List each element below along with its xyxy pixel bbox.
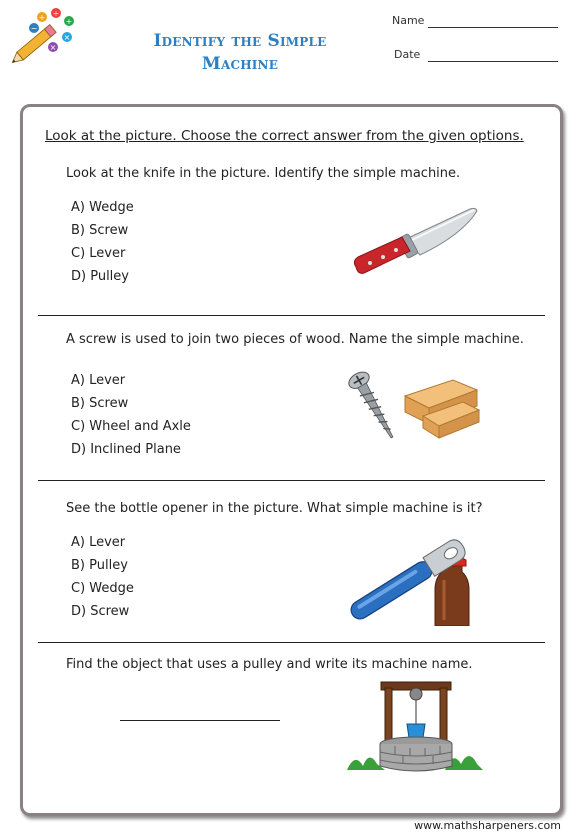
footer-url[interactable]: www.mathsharpeners.com xyxy=(414,819,561,832)
q3-option-b[interactable]: B) Pulley xyxy=(71,558,128,573)
question-4-text: Find the object that uses a pulley and write its machine name. xyxy=(66,657,473,672)
date-field[interactable] xyxy=(428,61,558,62)
title-line-2: Machine xyxy=(201,54,279,74)
instruction-text: Look at the picture. Choose the correct answer from the given options. xyxy=(45,128,524,144)
page-title xyxy=(120,30,360,76)
q3-option-c[interactable]: C) Wedge xyxy=(71,581,134,596)
date-label: Date xyxy=(394,48,421,61)
q2-option-b[interactable]: B) Screw xyxy=(71,396,129,411)
title-line-1: Identify the Simple xyxy=(153,31,327,51)
screw-and-wood-icon xyxy=(345,368,485,448)
q2-option-a[interactable]: A) Lever xyxy=(71,373,126,388)
q2-option-c[interactable]: C) Wheel and Axle xyxy=(71,419,191,434)
q3-option-d[interactable]: D) Screw xyxy=(71,604,130,619)
pencil-logo-icon xyxy=(4,6,84,72)
q1-option-b[interactable]: B) Screw xyxy=(71,223,129,238)
section-divider xyxy=(38,642,545,643)
svg-text:×: × xyxy=(49,43,57,52)
svg-text:+: + xyxy=(38,13,46,22)
q2-option-d[interactable]: D) Inclined Plane xyxy=(71,442,181,457)
section-divider xyxy=(38,315,545,316)
bottle-opener-icon xyxy=(340,530,490,626)
svg-text:÷: ÷ xyxy=(52,9,60,18)
knife-icon xyxy=(350,205,480,277)
q3-option-a[interactable]: A) Lever xyxy=(71,535,126,550)
q1-option-a[interactable]: A) Wedge xyxy=(71,200,134,215)
question-1-text: Look at the knife in the picture. Identify the simple machine. xyxy=(66,166,461,181)
q1-option-d[interactable]: D) Pulley xyxy=(71,269,129,284)
svg-text:+: + xyxy=(65,17,73,26)
question-2-text: A screw is used to join two pieces of wood. Name the simple machine. xyxy=(66,332,524,347)
name-label: Name xyxy=(392,14,425,27)
name-field[interactable] xyxy=(428,27,558,28)
svg-text:−: − xyxy=(30,24,38,33)
question-3-text: See the bottle opener in the picture. What simple machine is it? xyxy=(66,501,483,516)
q1-option-c[interactable]: C) Lever xyxy=(71,246,126,261)
water-well-pulley-icon xyxy=(345,680,485,772)
section-divider xyxy=(38,480,545,481)
svg-text:×: × xyxy=(63,33,71,42)
answer-line[interactable] xyxy=(120,720,280,721)
